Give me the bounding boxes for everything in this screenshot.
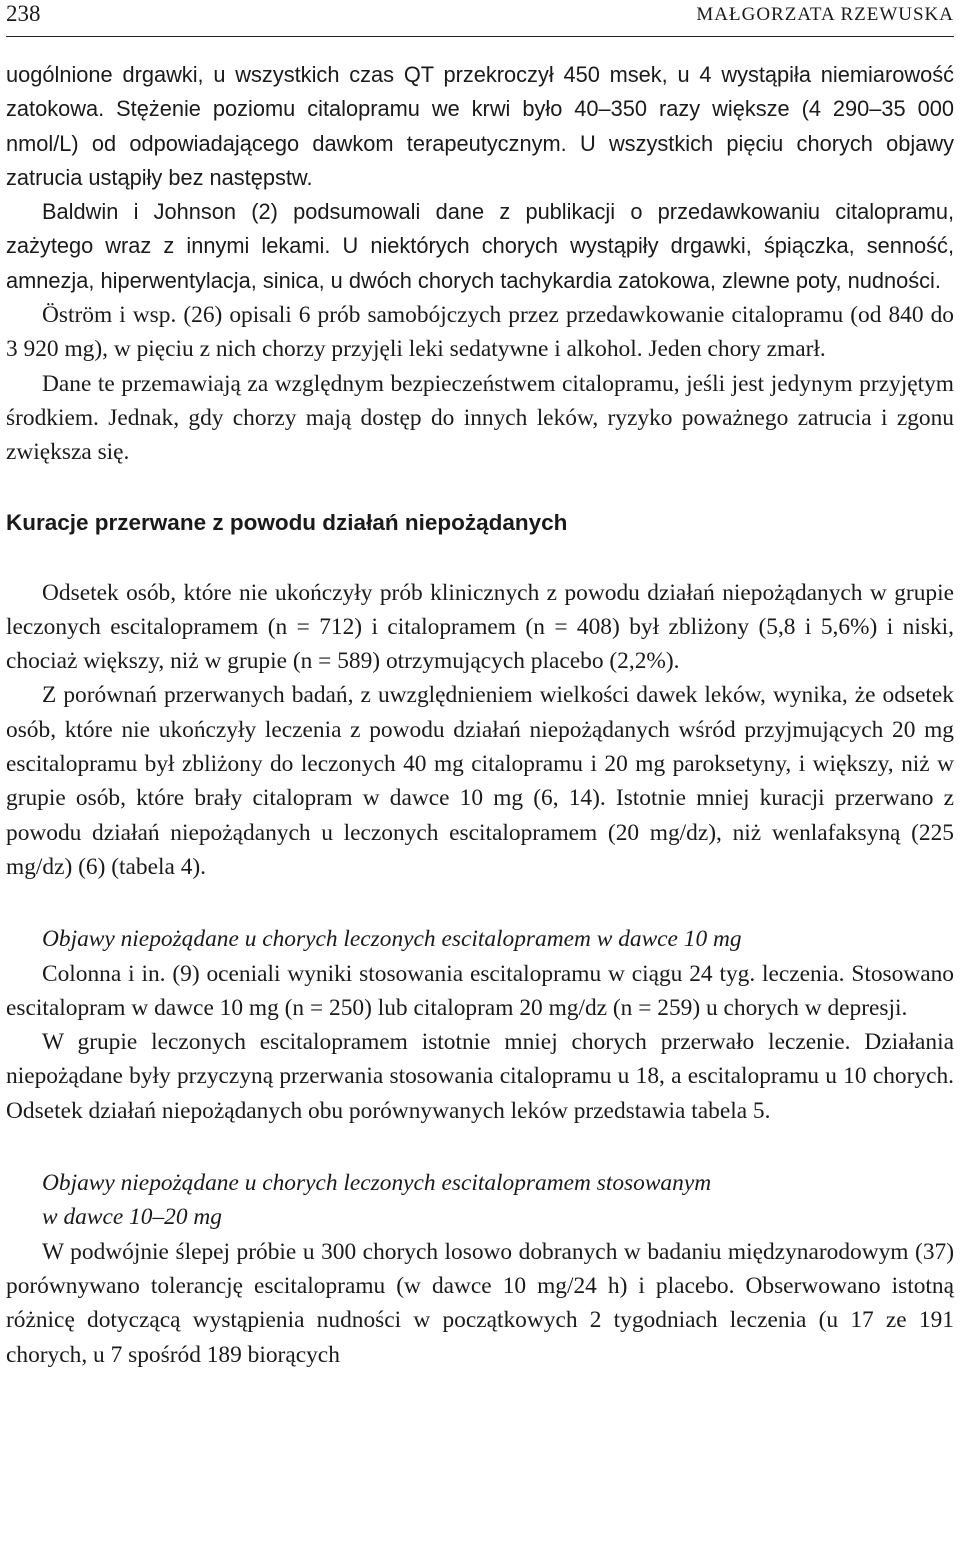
subheading-10-20mg-line1: Objawy niepożądane u chorych leczonych escitalopramem stosowanym [42,1170,712,1197]
paragraph-baldwin-johnson: Baldwin i Johnson (2) podsumowali dane z publikacji o przedawkowaniu citalopramu, zażytego wraz z innymi lekami. U niektórych chorych wystąpiły drgawki, śpiączka, senność, amnezja, hiperwentylacja, sinica, u dwóch chorych tachykardia zatokowa, zlewne poty, nudności. [6,199,954,293]
subheading-10-20mg-line2: w dawce 10–20 mg [42,1204,222,1231]
running-head-author: MAŁGORZATA RZEWUSKA [696,4,954,25]
section-heading-discontinuation: Kuracje przerwane z powodu działań niepożądanych [6,509,568,535]
paragraph-overdose-cases: uogólnione drgawki, u wszystkich czas QT przekroczył 450 msek, u 4 wystąpiła niemiarowość zatokowa. Stężenie poziomu citalopramu we krwi było 40–350 razy większe (4 290–35 000 nmol/L) od odpowiadającego dawkom terapeutycznym. U wszystkich pięciu chorych objawy zatrucia ustąpiły bez następstw. [6,62,954,190]
page-number: 238 [6,1,41,26]
paragraph-double-blind-trial: W podwójnie ślepej próbie u 300 chorych losowo dobranych w badaniu międzynarodowym (37) porównywano tolerancję escitalopramu (w dawce 10 mg/24 h) i placebo. Obserwowano istotną różnicę dotyczącą wystąpienia nudności w początkowych 2 tygodniach leczenia (u 17 ze 191 chorych, u 7 spośród 189 biorących [6,1238,954,1368]
paragraph-safety-summary: Dane te przemawiają za względnym bezpieczeństwem citalopramu, jeśli jest jedynym przyjętym środkiem. Jednak, gdy chorzy mają dostęp do innych leków, ryzyko poważnego zatrucia i zgonu zwiększa się. [6,370,954,466]
paragraph-colonna: Colonna i in. (9) oceniali wyniki stosowania escitalopramu w ciągu 24 tyg. leczenia. Stosowano escitalopram w dawce 10 mg (n = 250) lub citalopram 20 mg/dz (n = 259) u chorych w depresji. [6,960,954,1021]
paragraph-adverse-table5: W grupie leczonych escitalopramem istotnie mniej chorych przerwało leczenie. Działania niepożądane były przyczyną przerwania stosowania citalopramu u 18, a escitalopramu u 10 chorych. Odsetek działań niepożądanych obu porównywanych leków przedstawia tabela 5. [6,1029,954,1124]
page-header [6,0,954,37]
subheading-10-20mg [6,1166,954,1235]
paragraph-dropout-rates: Odsetek osób, które nie ukończyły prób klinicznych z powodu działań niepożądanych w grupie leczonych escitalopramem (n = 712) i citalopramem (n = 408) był zbliżony (5,8 i 5,6%) i niski, chociaż większy, niż w grupie (n = 589) otrzymujących placebo (2,2%). [6,579,954,675]
subheading-10mg: Objawy niepożądane u chorych leczonych escitalopramem w dawce 10 mg [42,926,742,953]
page-body [6,58,954,1372]
paragraph-ostrom: Öström i wsp. (26) opisali 6 prób samobójczych przez przedawkowanie citalopramu (od 840 do 3 920 mg), w pięciu z nich chorzy przyjęli leki sedatywne i alkohol. Jeden chory zmarł. [6,302,954,363]
paragraph-dose-comparison: Z porównań przerwanych badań, z uwzględnieniem wielkości dawek leków, wynika, że odsetek osób, które nie ukończyły leczenia z powodu działań niepożądanych wśród przyjmujących 20 mg escitalopramu był zbliżony do leczonych 40 mg citalopramu i 20 mg paroksetyny, i większy, niż w grupie osób, które brały citalopram w dawce 10 mg (6, 14). Istotnie mniej kuracji przerwano z powodu działań niepożądanych u leczonych escitalopramem (20 mg/dz), niż wenlafaksyną (225 mg/dz) (6) (tabela 4). [6,682,954,880]
